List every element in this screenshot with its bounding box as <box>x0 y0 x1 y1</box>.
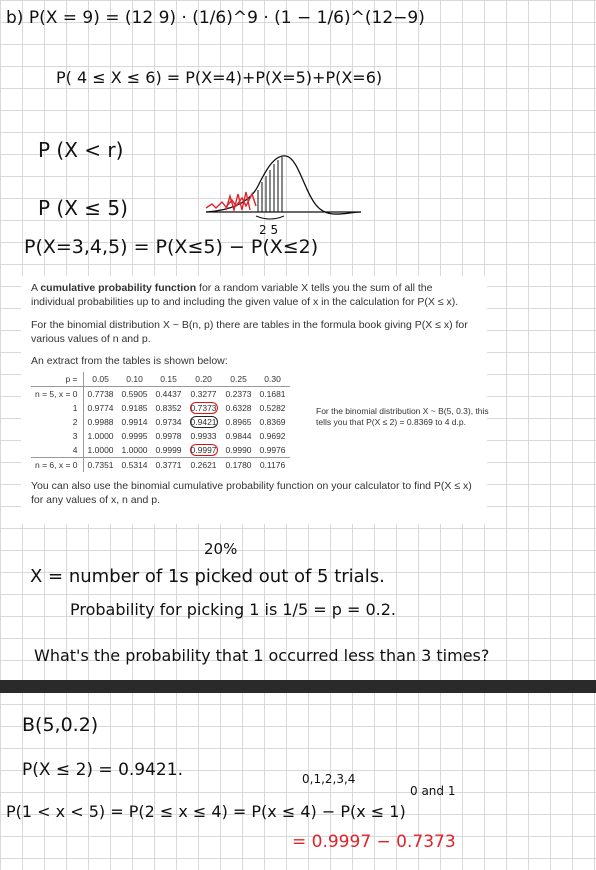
table-row <box>31 401 290 415</box>
table-header-row <box>31 372 290 387</box>
binomial-table <box>31 372 290 472</box>
table-cell: 0.5905 <box>121 389 148 400</box>
textbook-extract <box>21 276 487 524</box>
table-row <box>31 429 290 443</box>
table-cell-circled <box>186 401 222 415</box>
table-cell: 0.9734 <box>155 417 182 428</box>
table-cell: 1.0000 <box>87 431 114 442</box>
p-value: 0.20 <box>186 372 222 387</box>
p-value: 0.15 <box>152 372 186 387</box>
table-cell: 0.9988 <box>87 417 114 428</box>
row-label: 2 <box>31 415 83 429</box>
table-cell: 0.5314 <box>118 458 152 473</box>
table-cell: 0.5282 <box>259 403 286 414</box>
extract-para4: You can also use the binomial cumulative probability function on your calculator to find P(X ≤ x) for any values of x, n and p. <box>31 480 472 506</box>
p-value: 0.10 <box>118 372 152 387</box>
note-line-range: P( 4 ≤ X ≤ 6) = P(X=4)+P(X=5)+P(X=6) <box>56 68 383 87</box>
note-line-less-r: P (X < r) <box>38 138 124 162</box>
table-cell: 0.1780 <box>222 458 256 473</box>
table-cell: 0.9978 <box>155 431 182 442</box>
table-cell: 0.1681 <box>259 389 286 400</box>
bold-term: cumulative probability function <box>40 282 197 294</box>
circled-value: 0.7373 <box>190 403 217 414</box>
table-cell: 0.7351 <box>83 458 118 473</box>
note-range-eq: P(1 < x < 5) = P(2 ≤ x ≤ 4) = P(x ≤ 4) − P(x ≤ 1) <box>6 802 406 821</box>
row-label: 4 <box>31 443 83 458</box>
note-x-def: X = number of 1s picked out of 5 trials. <box>30 566 385 587</box>
table-side-note: For the binomial distribution X ~ B(5, 0.3), this tells you that P(X ≤ 2) = 0.8369 to 4 d.p. <box>316 406 489 428</box>
table-cell: 0.9844 <box>225 431 252 442</box>
table-cell: 0.2621 <box>186 458 222 473</box>
table-cell: 0.8369 <box>259 417 286 428</box>
table-cell-circled <box>186 443 222 458</box>
table-cell: 0.9692 <box>259 431 286 442</box>
table-cell: 0.8352 <box>155 403 182 414</box>
extract-para2: For the binomial distribution X ~ B(n, p) there are tables in the formula book giving P(X ≤ x) for various values of n and p. <box>31 319 468 345</box>
table-cell: 0.2373 <box>225 389 252 400</box>
extract-para3: An extract from the tables is shown below: <box>31 354 228 367</box>
extract-intro: A cumulative probability function for a random variable X tells you the sum of all the individual probabilities up to and including the given value of x in the calculation for P(X ≤ x). <box>31 282 459 308</box>
table-row <box>31 387 290 402</box>
note-question: What's the probability that 1 occurred less than 3 times? <box>34 646 490 665</box>
distribution-sketch <box>196 150 366 240</box>
table-cell: 0.9185 <box>121 403 148 414</box>
note-binomial: B(5,0.2) <box>22 714 99 736</box>
table-cell: 1.0000 <box>121 445 148 456</box>
p-value: 0.05 <box>83 372 118 387</box>
note-line-le5: P (X ≤ 5) <box>38 196 128 220</box>
note-annot-values: 0,1,2,3,4 <box>302 772 356 786</box>
table-cell: 1.0000 <box>87 445 114 456</box>
circled-value: 0.9997 <box>190 445 217 456</box>
p-label: p = <box>31 372 83 387</box>
table-cell: 0.8965 <box>225 417 252 428</box>
table-row <box>31 415 290 429</box>
note-line-b: b) P(X = 9) = (12 9) · (1/6)^9 · (1 − 1/6)^(12−9) <box>6 8 425 28</box>
table-cell: 0.9999 <box>155 445 182 456</box>
table-cell: 0.7738 <box>87 389 114 400</box>
p-value: 0.25 <box>222 372 256 387</box>
table-row <box>31 443 290 458</box>
table-cell: 0.9995 <box>121 431 148 442</box>
note-line-345: P(X=3,4,5) = P(X≤5) − P(X≤2) <box>24 236 319 258</box>
p-value: 0.30 <box>256 372 290 387</box>
graph-label: 2 5 <box>259 223 279 237</box>
brace <box>256 216 284 219</box>
note-annot-0and1: 0 and 1 <box>410 784 456 798</box>
table-cell: 0.6328 <box>225 403 252 414</box>
table-cell: 0.9976 <box>259 445 286 456</box>
circled-value: 0.9421 <box>190 417 217 428</box>
page-divider <box>0 680 596 693</box>
note-probability: Probability for picking 1 is 1/5 = p = 0.2. <box>70 600 396 619</box>
row-label: 3 <box>31 429 83 443</box>
distribution-curve <box>206 156 361 214</box>
table-cell: 0.4437 <box>155 389 182 400</box>
row-label: 1 <box>31 401 83 415</box>
table-row <box>31 458 290 473</box>
table-cell: 0.3771 <box>152 458 186 473</box>
note-p-le2: P(X ≤ 2) = 0.9421. <box>22 760 183 780</box>
table-cell-circled <box>186 415 222 429</box>
note-result: = 0.9997 − 0.7373 <box>292 832 456 852</box>
row-label: n = 5, x = 0 <box>31 387 83 402</box>
table-cell: 0.9933 <box>190 431 217 442</box>
table-cell: 0.9774 <box>87 403 114 414</box>
note-percent: 20% <box>204 540 238 558</box>
table-cell: 0.1176 <box>256 458 290 473</box>
table-cell: 0.9914 <box>121 417 148 428</box>
table-cell: 0.9990 <box>225 445 252 456</box>
row-label: n = 6, x = 0 <box>31 458 83 473</box>
table-cell: 0.3277 <box>190 389 217 400</box>
